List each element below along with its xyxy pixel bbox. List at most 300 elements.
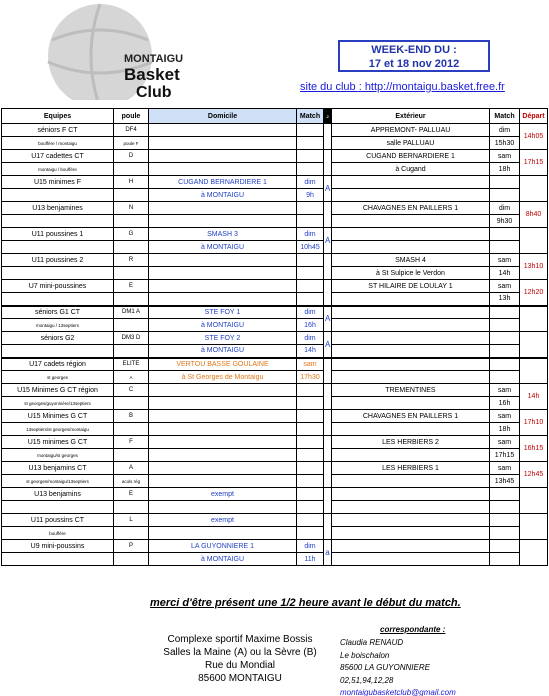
team-sub: 13septiers/st georges/montaigu (2, 423, 114, 436)
poule-sub: poule F (114, 137, 149, 150)
away-opponent: CUGAND BERNARDIERE 1 (332, 150, 490, 163)
team-name: U9 mini-poussins (2, 540, 114, 553)
away-opponent: LES HERBIERS 1 (332, 462, 490, 475)
poule: L (114, 514, 149, 527)
table-row (2, 345, 548, 358)
home-flag: A (324, 332, 332, 358)
poule: G (114, 228, 149, 241)
away-day (490, 514, 520, 527)
away-day (490, 488, 520, 501)
away-opponent: TREMENTINES (332, 384, 490, 397)
header-match: Match (297, 109, 324, 124)
weekend-box (338, 40, 490, 72)
home-time (297, 267, 324, 280)
departure-time: 16h15 (520, 436, 548, 462)
away-time (490, 345, 520, 358)
away-time: 9h30 (490, 215, 520, 228)
home-time: 16h (297, 319, 324, 332)
poule: ELITE (114, 358, 149, 371)
departure-time (520, 488, 548, 514)
team-sub (2, 215, 114, 228)
away-location: à St Sulpice le Verdon (332, 267, 490, 280)
away-time: 15h30 (490, 137, 520, 150)
away-day: dim (490, 124, 520, 137)
departure-time (520, 176, 548, 202)
departure-time: 14h05 (520, 124, 548, 150)
table-row (2, 163, 548, 176)
team-sub (2, 267, 114, 280)
away-location (332, 345, 490, 358)
team-name: U17 cadettes CT (2, 150, 114, 163)
table-row (2, 397, 548, 410)
home-opponent: CUGAND BERNARDIERE 1 (149, 176, 297, 189)
home-time: 17h30 (297, 371, 324, 384)
home-time: 10h45 (297, 241, 324, 254)
departure-time: 12h45 (520, 462, 548, 488)
poule: E (114, 488, 149, 501)
table-row (2, 332, 548, 345)
away-time (490, 189, 520, 202)
home-flag (324, 488, 332, 514)
home-flag (324, 254, 332, 280)
away-time (490, 241, 520, 254)
away-day (490, 332, 520, 345)
away-opponent: CHAVAGNES EN PAILLERS 1 (332, 202, 490, 215)
poule: D (114, 150, 149, 163)
poule-sub (114, 163, 149, 176)
home-time (297, 397, 324, 410)
home-time: 11h (297, 553, 324, 566)
home-day: dim (297, 332, 324, 345)
poule: P (114, 540, 149, 553)
home-day: dim (297, 306, 324, 319)
home-day (297, 150, 324, 163)
poule-sub (114, 501, 149, 514)
team-name: séniors F CT (2, 124, 114, 137)
home-location (149, 397, 297, 410)
table-row (2, 449, 548, 462)
table-row (2, 540, 548, 553)
poule-sub (114, 293, 149, 306)
table-row (2, 488, 548, 501)
home-flag (324, 280, 332, 306)
team-sub: st georges/montaigu/13septiers (2, 475, 114, 488)
home-time (297, 215, 324, 228)
table-row (2, 514, 548, 527)
header-row (2, 109, 548, 124)
departure-time (520, 306, 548, 332)
home-opponent (149, 254, 297, 267)
poule-sub (114, 189, 149, 202)
team-name: U15 minimes F (2, 176, 114, 189)
away-day (490, 176, 520, 189)
home-day (297, 202, 324, 215)
home-time (297, 423, 324, 436)
away-opponent: CHAVAGNES EN PAILLERS 1 (332, 410, 490, 423)
header-flag: J (324, 109, 332, 124)
away-time: 16h (490, 397, 520, 410)
away-day: dim (490, 202, 520, 215)
departure-time (520, 358, 548, 384)
poule-sub (114, 423, 149, 436)
team-sub: bouffére (2, 527, 114, 540)
table-row (2, 358, 548, 371)
table-row (2, 215, 548, 228)
home-location (149, 293, 297, 306)
correspondent-email[interactable]: montaigubasketclub@gmail.com (340, 688, 456, 696)
poule-sub (114, 527, 149, 540)
team-sub: montaigu / bouffére (2, 163, 114, 176)
home-flag: a (324, 540, 332, 566)
table-row (2, 189, 548, 202)
home-time (297, 163, 324, 176)
departure-time: 17h10 (520, 410, 548, 436)
poule: E (114, 280, 149, 293)
departure-time (520, 228, 548, 254)
table-row (2, 306, 548, 319)
header-equipes: Equipes (2, 109, 114, 124)
home-location: à MONTAIGU (149, 345, 297, 358)
table-row (2, 267, 548, 280)
home-opponent: STE FOY 1 (149, 306, 297, 319)
departure-time (520, 514, 548, 540)
table-row (2, 436, 548, 449)
poule: DM1 A (114, 306, 149, 319)
team-sub (2, 293, 114, 306)
table-row (2, 384, 548, 397)
away-time (490, 553, 520, 566)
away-opponent: APPREMONT- PALLUAU (332, 124, 490, 137)
home-day: dim (297, 228, 324, 241)
home-flag: A (324, 228, 332, 254)
table-row (2, 527, 548, 540)
team-sub: montaigu/st georges (2, 449, 114, 462)
poule: B (114, 410, 149, 423)
weekend-title: WEEK-END DU : (371, 44, 457, 56)
address-line-1: Complexe sportif Maxime Bossis (167, 634, 313, 645)
home-flag (324, 384, 332, 410)
correspondent-place: Le boischalon (340, 650, 390, 660)
home-day: dim (297, 540, 324, 553)
home-day (297, 514, 324, 527)
away-location (332, 449, 490, 462)
team-name: U15 minimes G CT (2, 436, 114, 449)
table-row (2, 475, 548, 488)
table-row (2, 410, 548, 423)
correspondent-block (340, 637, 456, 696)
header-depart: Départ (520, 109, 548, 124)
notice-text: merci d'être présent une 1/2 heure avant le début du match. (150, 597, 461, 609)
poule: F (114, 436, 149, 449)
home-location: à St Georges de Montaigu (149, 371, 297, 384)
weekend-dates: 17 et 18 nov 2012 (368, 58, 460, 70)
home-location (149, 449, 297, 462)
home-opponent: STE FOY 2 (149, 332, 297, 345)
poule: C (114, 384, 149, 397)
away-opponent: ST HILAIRE DE LOULAY 1 (332, 280, 490, 293)
table-row (2, 137, 548, 150)
home-day (297, 254, 324, 267)
away-location (332, 501, 490, 514)
home-day (297, 384, 324, 397)
departure-time (520, 332, 548, 358)
poule-sub (114, 553, 149, 566)
home-opponent: SMASH 3 (149, 228, 297, 241)
table-row (2, 202, 548, 215)
home-day (297, 462, 324, 475)
away-opponent: LES HERBIERS 2 (332, 436, 490, 449)
home-flag (324, 462, 332, 488)
poule-sub (114, 449, 149, 462)
away-time (490, 527, 520, 540)
home-flag (324, 124, 332, 150)
home-opponent (149, 410, 297, 423)
table-row (2, 371, 548, 384)
home-flag (324, 202, 332, 228)
away-time (490, 371, 520, 384)
address-block (140, 633, 340, 685)
away-location (332, 319, 490, 332)
home-opponent (149, 202, 297, 215)
poule: A (114, 462, 149, 475)
home-time (297, 475, 324, 488)
club-logo (42, 0, 202, 100)
home-location: à MONTAIGU (149, 241, 297, 254)
correspondent-title: correspondante : (380, 625, 446, 634)
home-flag (324, 436, 332, 462)
poule: DM3 D (114, 332, 149, 345)
home-day: dim (297, 176, 324, 189)
away-time: 14h (490, 267, 520, 280)
poule: R (114, 254, 149, 267)
away-opponent (332, 306, 490, 319)
team-sub (2, 553, 114, 566)
departure-time: 14h (520, 384, 548, 410)
away-location (332, 553, 490, 566)
table-row (2, 462, 548, 475)
away-opponent (332, 488, 490, 501)
home-opponent: LA GUYONNIERE 1 (149, 540, 297, 553)
home-location (149, 267, 297, 280)
team-sub (2, 189, 114, 202)
address-line-2: Salles la Maine (A) ou la Sèvre (B) (163, 647, 317, 658)
home-location: à MONTAIGU (149, 189, 297, 202)
table-row (2, 293, 548, 306)
away-opponent (332, 358, 490, 371)
poule: DF4 (114, 124, 149, 137)
home-location (149, 475, 297, 488)
away-day: sam (490, 410, 520, 423)
home-time (297, 293, 324, 306)
logo-line2: Basket (124, 65, 180, 84)
away-time: 18h (490, 423, 520, 436)
away-time: 13h45 (490, 475, 520, 488)
home-flag (324, 514, 332, 540)
table-row (2, 501, 548, 514)
away-time (490, 319, 520, 332)
away-opponent (332, 176, 490, 189)
address-line-3: Rue du Mondial (204, 660, 276, 671)
poule-sub (114, 319, 149, 332)
home-opponent (149, 384, 297, 397)
away-location (332, 423, 490, 436)
team-name: U11 poussins CT (2, 514, 114, 527)
team-name: U13 benjamins CT (2, 462, 114, 475)
home-time (297, 137, 324, 150)
table-row (2, 176, 548, 189)
poule-sub (114, 215, 149, 228)
table-row (2, 553, 548, 566)
departure-time: 17h15 (520, 150, 548, 176)
home-opponent (149, 462, 297, 475)
table-row (2, 319, 548, 332)
away-time: 18h (490, 163, 520, 176)
header-match-ext: Match (490, 109, 520, 124)
team-sub: st georges (2, 371, 114, 384)
team-name: U11 poussines 1 (2, 228, 114, 241)
team-name: U15 Minimes G CT région (2, 384, 114, 397)
team-sub: montaigu / 13septiers (2, 319, 114, 332)
away-day: sam (490, 254, 520, 267)
away-day (490, 228, 520, 241)
away-location (332, 527, 490, 540)
home-flag: A (324, 176, 332, 202)
home-location (149, 527, 297, 540)
correspondent-city: 85600 LA GUYONNIERE (340, 663, 430, 672)
team-name: U11 poussines 2 (2, 254, 114, 267)
home-location: à MONTAIGU (149, 319, 297, 332)
home-time: 14h (297, 345, 324, 358)
header-exterieur: Extérieur (332, 109, 490, 124)
away-opponent: SMASH 4 (332, 254, 490, 267)
site-link[interactable]: site du club : http://montaigu.basket.free.fr (300, 81, 505, 93)
team-name: U17 cadets région (2, 358, 114, 371)
home-flag (324, 150, 332, 176)
home-time: 9h (297, 189, 324, 202)
home-day (297, 488, 324, 501)
poule-sub: A (114, 371, 149, 384)
table-row (2, 423, 548, 436)
away-location (332, 189, 490, 202)
table-row (2, 228, 548, 241)
away-time (490, 501, 520, 514)
logo-line3: Club (136, 84, 172, 100)
home-location (149, 137, 297, 150)
home-day (297, 436, 324, 449)
home-location (149, 501, 297, 514)
departure-time (520, 540, 548, 566)
logo-line1: MONTAIGU (124, 53, 184, 65)
home-location (149, 423, 297, 436)
schedule-table (1, 108, 548, 566)
table-row (2, 124, 548, 137)
header-domicile: Domicile (149, 109, 297, 124)
table-row (2, 241, 548, 254)
away-day: sam (490, 150, 520, 163)
away-location (332, 241, 490, 254)
table-row (2, 254, 548, 267)
team-name: séniors G1 CT (2, 306, 114, 319)
correspondent-name: Claudia RENAUD (340, 638, 404, 647)
home-location: à MONTAIGU (149, 553, 297, 566)
poule: H (114, 176, 149, 189)
home-flag (324, 358, 332, 384)
poule-sub: acols rég (114, 475, 149, 488)
departure-time: 13h10 (520, 254, 548, 280)
away-day: sam (490, 436, 520, 449)
team-name: U13 benjamins (2, 488, 114, 501)
home-day: sam (297, 358, 324, 371)
away-opponent (332, 514, 490, 527)
home-opponent: exempt (149, 514, 297, 527)
team-sub (2, 501, 114, 514)
home-opponent: exempt (149, 488, 297, 501)
home-location (149, 215, 297, 228)
team-sub (2, 241, 114, 254)
poule-sub (114, 241, 149, 254)
home-opponent (149, 124, 297, 137)
away-day: sam (490, 384, 520, 397)
away-location (332, 371, 490, 384)
home-day (297, 124, 324, 137)
poule-sub (114, 345, 149, 358)
away-day (490, 358, 520, 371)
home-opponent (149, 280, 297, 293)
departure-time: 12h20 (520, 280, 548, 306)
away-location (332, 475, 490, 488)
away-location: à Cugand (332, 163, 490, 176)
team-name: U13 benjamines (2, 202, 114, 215)
away-day: sam (490, 462, 520, 475)
away-time: 17h15 (490, 449, 520, 462)
home-opponent: VERTOU BASSE GOULAINE (149, 358, 297, 371)
table-row (2, 150, 548, 163)
away-day (490, 306, 520, 319)
home-day (297, 280, 324, 293)
away-location: salle PALLUAU (332, 137, 490, 150)
away-opponent (332, 332, 490, 345)
away-location (332, 293, 490, 306)
home-opponent (149, 150, 297, 163)
home-flag (324, 410, 332, 436)
home-time (297, 527, 324, 540)
home-location (149, 163, 297, 176)
departure-time: 8h40 (520, 202, 548, 228)
table-row (2, 280, 548, 293)
header-poule: poule (114, 109, 149, 124)
home-time (297, 501, 324, 514)
away-time: 13h (490, 293, 520, 306)
away-location (332, 215, 490, 228)
team-name: U15 Minimes G CT (2, 410, 114, 423)
away-opponent (332, 228, 490, 241)
poule-sub (114, 267, 149, 280)
team-sub (2, 345, 114, 358)
address-line-4: 85600 MONTAIGU (198, 673, 282, 684)
away-day (490, 540, 520, 553)
poule: N (114, 202, 149, 215)
away-location (332, 397, 490, 410)
team-sub: bouffére / montaigu (2, 137, 114, 150)
away-day: sam (490, 280, 520, 293)
team-name: séniors G2 (2, 332, 114, 345)
correspondent-phone: 02,51,94,12,28 (340, 675, 394, 685)
home-flag: A (324, 306, 332, 332)
team-sub: st georges/guyonnière/13septiers (2, 397, 114, 410)
poule-sub (114, 397, 149, 410)
home-opponent (149, 436, 297, 449)
home-day (297, 410, 324, 423)
